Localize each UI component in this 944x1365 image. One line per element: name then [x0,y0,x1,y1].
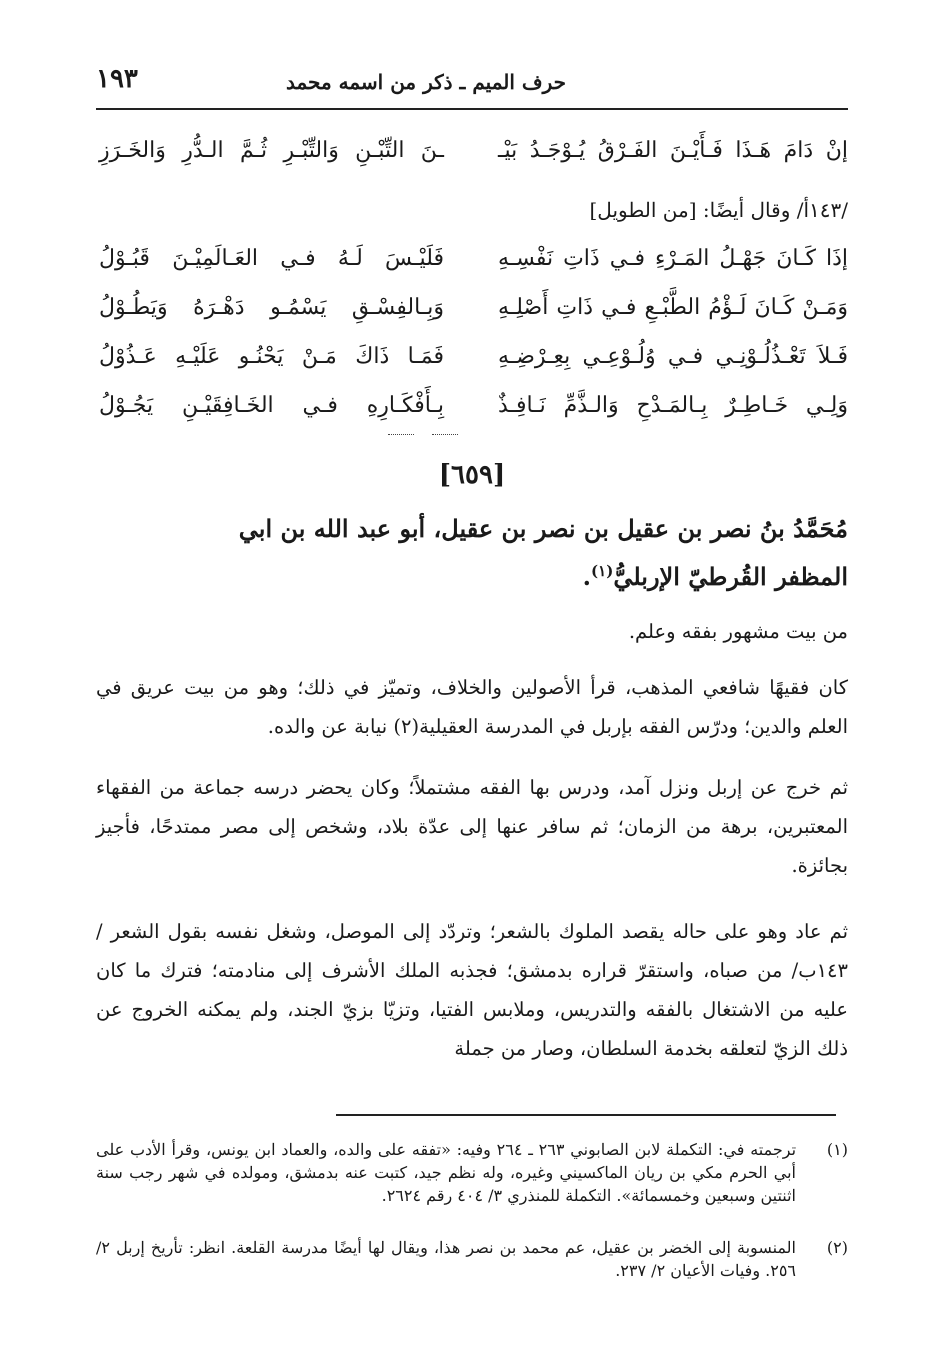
poem2-line4-ajuz: بِـأَفْكَـارِهِ فـي الخَـافِقَيْـنِ يَجُـوْلُ [99,393,444,418]
paragraph-3: ثم خرج عن إربل ونزل آمد، ودرس بها الفقه مشتملاً؛ وكان يحضر درسه جماعة من الفقهاء المعتبرين، برهة من الزمان؛ ثم سافر عنها إلى عدّة بلاد، وشخص إلى مصر ممتدحًا، فأجيز بجائزة. [96,776,848,877]
poem2-line1-ajuz: فَلَيْـسَ لَـهُ فـي العَـالَمِيْـنَ قَبُـوْلُ [99,246,444,271]
poem1-sadr: إنْ دَامَ هَـذَا فَـأَيْـنَ الفَـرْقُ يُـوْجَـدُ بَيْـ [498,138,848,163]
meter-note: /١٤٣أ/ وقال أيضًا: [من الطويل] [589,198,848,222]
paragraph-1: من بيت مشهور بفقه وعلم. [628,620,848,643]
footnote-1 [96,1138,848,1207]
footnote-2-number: (٢) [826,1238,848,1257]
footnote-1-number: (١) [826,1140,848,1159]
poem2-line1-sadr: إذَا كَـانَ جَهْـلُ المَـرْءِ فـي ذَاتِ نَفْسِـهِ [498,246,848,271]
footnote-2 [96,1236,848,1282]
entry-number: [٦٥٩] [438,460,506,490]
footnote-rule [336,1114,836,1116]
entry-title-line2: المظفر القُرطيّ الإربليُّ$^{(١)}$. [582,562,848,591]
poem2-line4-sadr: وَلِـي خَـاطِـرٌ بِـالمَـدْحِ وَالـذَّمِّ نَـافِـذٌ [498,393,848,418]
paragraph-4: ثم عاد وهو على حاله يقصد الملوك بالشعر؛ وتردّد إلى الموصل، وشغل نفسه بقول الشعر /١٤٣ب/ من صباه، واستقرّ قراره بدمشق؛ فجذبه الملك الأشرف إلى منادمته؛ فترك ما كان عليه من الاشتغال بالفقه والتدريس، وملابس الفتيا، وتزيّا بزيّ الجند، ولم يمكنه الخروج عن ذلك الزيّ لتعلقه بخدمة السلطان، وصار من جملة [96,920,848,1060]
paragraph-2: كان فقيهًا شافعي المذهب، قرأ الأصولين والخلاف، وتميّز في ذلك؛ وهو من بيت عريق في العلم والدين؛ ودرّس الفقه بإربل في المدرسة العقيلية(٢) نيابة عن والده. [96,676,848,738]
poem2-line2-ajuz: وَبِـالفِسْـقِ يَسْمُـو دَهْـرَهُ وَيَطُـوْلُ [99,295,444,320]
poem1-ajuz: ـنَ التِّبْـنِ وَالتِّبْـرِ ثُـمَّ الـدُّرِ وَالخَـرَزِ [99,138,444,163]
verse-dotted-mark [432,434,458,435]
header-rule [96,108,848,110]
footnote-1-text: ترجمته في: التكملة لابن الصابوني ٢٦٣ ـ ٢٦٤ وفيه: «تفقه على والده، والعماد ابن يونس، وقرأ الأدب على أبي الحرم مكي بن ريان الماكسيني وغيره، وله نظم جيد، كتبت عنه بدمشق، ومولده في شهر رجب سنة اثنتين وسبعين وخمسمائة». التكملة للمنذري ٣/ ٤٠٤ رقم ٢٦٢٤. [96,1140,797,1205]
verse-dotted-mark [388,434,414,435]
running-title: حرف الميم ـ ذكر من اسمه محمد [285,70,566,94]
entry-title-line1: مُحَمَّدُ بنُ نصر بن عقيل بن نصر بن عقيل، أبو عبد الله بن ابي [238,514,848,543]
footnote-2-text: المنسوبة إلى الخضر بن عقيل، عم محمد بن نصر هذا، ويقال لها أيضًا مدرسة القلعة. انظر: تأريخ إربل ٢/ ٢٥٦. وفيات الأعيان ٢/ ٢٣٧. [96,1238,796,1280]
entry-title-footnote-ref: (١) [591,562,614,580]
poem2-line3-ajuz: فَمَـا ذَاكَ مَـنْ يَحْنُـو عَلَيْـهِ عَـذُوْلُ [99,344,444,369]
entry-title-name: المظفر القُرطيّ الإربليُّ [613,562,848,591]
poem2-line2-sadr: وَمَـنْ كَـانَ لَـؤْمُ الطَّبْـعِ فـي ذَاتِ أَصْلِـهِ [498,295,848,320]
poem2-line3-sadr: فَـلاَ تَعْـذُلُـوْنِـي فـي وُلُـوْعِـي بِعِـرْضِـهِ [498,344,848,369]
page-number: ١٩٣ [96,64,138,94]
